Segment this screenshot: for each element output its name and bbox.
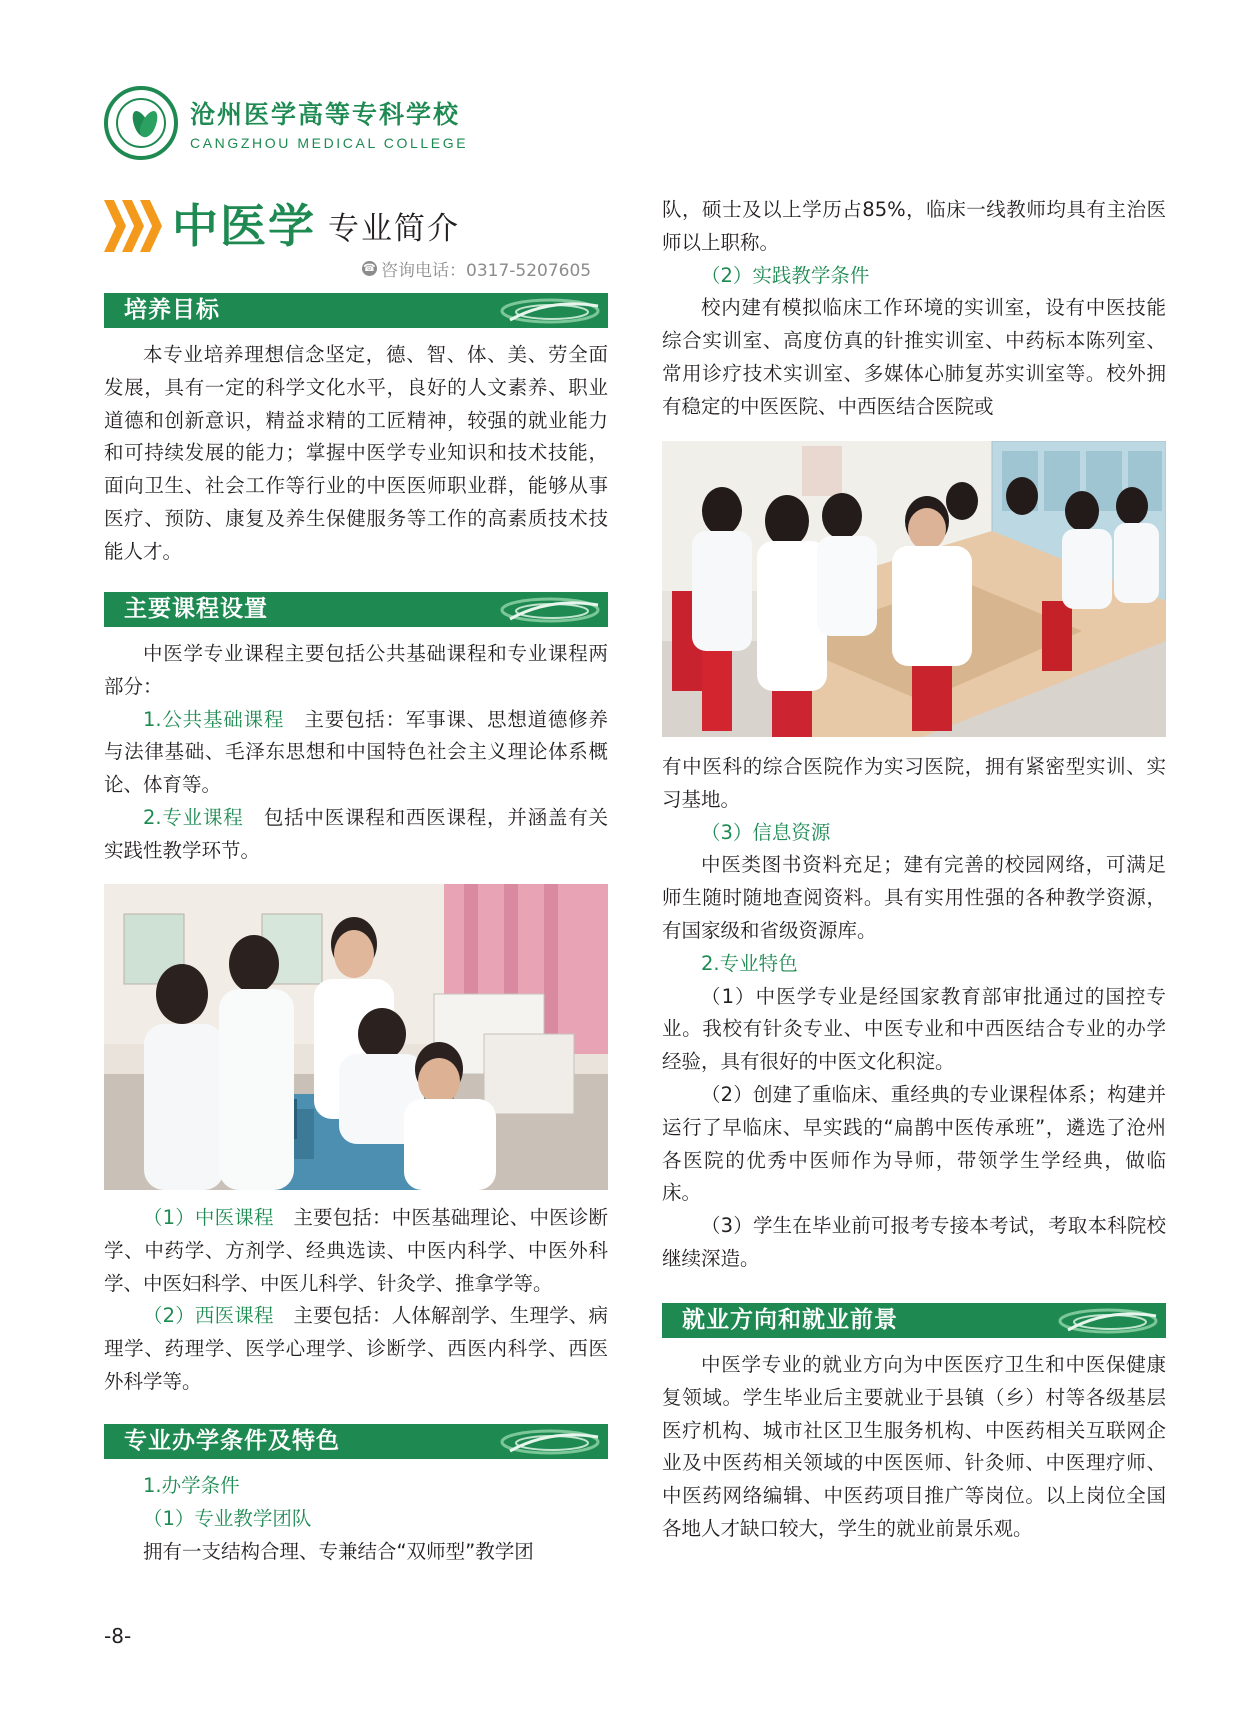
consult-phone <box>362 256 591 281</box>
practice-text-1: 校内建有模拟临床工作环境的实训室，设有中医技能综合实训室、高度仿真的针推实训室、中药标本陈列室、常用诊疗技术实训室、多媒体心肺复苏实训室等。校外拥有稳定的中医医院、中西医结合医院或 <box>662 296 1166 418</box>
conditions-sub1: 1.办学条件 <box>143 1474 240 1497</box>
wave-decoration-icon <box>480 1427 600 1456</box>
section-heading-courses: 主要课程设置 <box>104 592 608 627</box>
school-logo <box>104 86 468 160</box>
feature-2: （2）创建了重临床、重经典的专业课程体系；构建并运行了早临床、早实践的“扁鹊中医传承班”，遴选了沧州各医院的优秀中医师作为导师，带领学生学经典，做临床。 <box>662 1082 1166 1205</box>
course-item-major: 2.专业课程 包括中医课程和西医课程，并涵盖有关实践性教学环节。 <box>104 805 608 862</box>
course-tcm: （1）中医课程 主要包括：中医基础理论、中医诊断学、中药学、方剂学、经典选读、中医内科学、中医外科学、中医妇科学、中医儿科学、针灸学、推拿学等。 <box>104 1206 608 1295</box>
course-western: （2）西医课程 主要包括：人体解剖学、生理学、病理学、药理学、医学心理学、诊断学、西医内科学、西医外科学等。 <box>104 1304 608 1393</box>
feature-1: （1）中医学专业是经国家教育部审批通过的国控专业。我校有针灸专业、中医专业和中西医结合专业的办学经验，具有很好的中医文化积淀。 <box>662 984 1166 1074</box>
section-heading-conditions: 专业办学条件及特色 <box>104 1424 608 1459</box>
conditions-sub1-1: （1）专业教学团队 <box>143 1506 312 1530</box>
info-heading: （3）信息资源 <box>701 820 831 844</box>
school-seal-icon <box>104 86 178 160</box>
info-text: 中医类图书资料充足；建有完善的校园网络，可满足师生随时随地查阅资料。具有实用性强的各种教学资源，有国家级和省级资源库。 <box>662 853 1166 942</box>
school-name-en: CANGZHOU MEDICAL COLLEGE <box>190 135 469 151</box>
courses-text-block <box>104 638 608 868</box>
career-text: 中医学专业的就业方向为中医医疗卫生和中医保健康复领域。学生毕业后主要就业于县镇（乡）村等各级基层医疗机构、城市社区卫生服务机构、中医药相关互联网企业及中医药相关领域的中医医师、针灸师、中医理疗师、中医药网络编辑、中医药项目推广等岗位。以上岗位全国各地人才缺口较大，学生的就业前景乐观。 <box>662 1353 1166 1540</box>
section-heading-goal: 培养目标 <box>104 293 608 328</box>
title-main: 中医学 <box>172 199 316 253</box>
career-text-block <box>662 1349 1166 1546</box>
page-title <box>104 198 460 254</box>
title-sub: 专业简介 <box>328 211 460 247</box>
photo-students-training <box>104 884 608 1190</box>
goal-paragraph: 本专业培养理想信念坚定，德、智、体、美、劳全面发展，具有一定的科学文化水平，良好的人文素养、职业道德和创新意识，精益求精的工匠精神，较强的就业能力和可持续发展的能力；掌握中医学专业知识和技术技能，面向卫生、社会工作等行业的中医医师职业群，能够从事医疗、预防、康复及养生保健服务等工作的高素质技术技能人才。 <box>104 343 608 563</box>
consult-phone-text: 咨询电话：0317-5207605 <box>381 261 592 281</box>
page-number: -8- <box>104 1624 132 1648</box>
feature-heading: 2.专业特色 <box>701 951 798 975</box>
practice-text-2: 有中医科的综合医院作为实习医院，拥有紧密型实训、实习基地。 <box>662 755 1166 811</box>
section-heading-career: 就业方向和就业前景 <box>662 1303 1166 1338</box>
school-name-cn: 沧州医学高等专科学校 <box>190 100 461 129</box>
conditions-text1: 拥有一支结构合理、专兼结合“双师型”教学团 <box>143 1539 534 1563</box>
right-top-block <box>662 194 1166 424</box>
conditions-text-block <box>104 1470 608 1568</box>
wave-decoration-icon <box>480 595 600 624</box>
feature-3: （3）学生在毕业前可报考专接本考试，考取本科院校继续深造。 <box>662 1214 1166 1270</box>
wave-decoration-icon <box>1038 1306 1158 1335</box>
courses-intro: 中医学专业课程主要包括公共基础课程和专业课程两部分： <box>104 642 608 698</box>
school-name <box>190 95 468 151</box>
team-text-cont: 队，硕士及以上学历占85%，临床一线教师均具有主治医师以上职称。 <box>662 198 1166 254</box>
wave-decoration-icon <box>480 296 600 325</box>
practice-heading: （2）实践教学条件 <box>701 263 870 287</box>
course-detail-block <box>104 1202 608 1399</box>
chevron-right-icon <box>104 198 158 254</box>
goal-text-block <box>104 339 608 569</box>
course-item-public: 1.公共基础课程 主要包括：军事课、思想道德修养与法律基础、毛泽东思想和中国特色社会主义理论体系概论、体育等。 <box>104 707 608 797</box>
phone-icon: ☎ <box>363 263 376 274</box>
right-mid-block <box>662 751 1166 1276</box>
photo-classroom-practice <box>662 441 1166 737</box>
